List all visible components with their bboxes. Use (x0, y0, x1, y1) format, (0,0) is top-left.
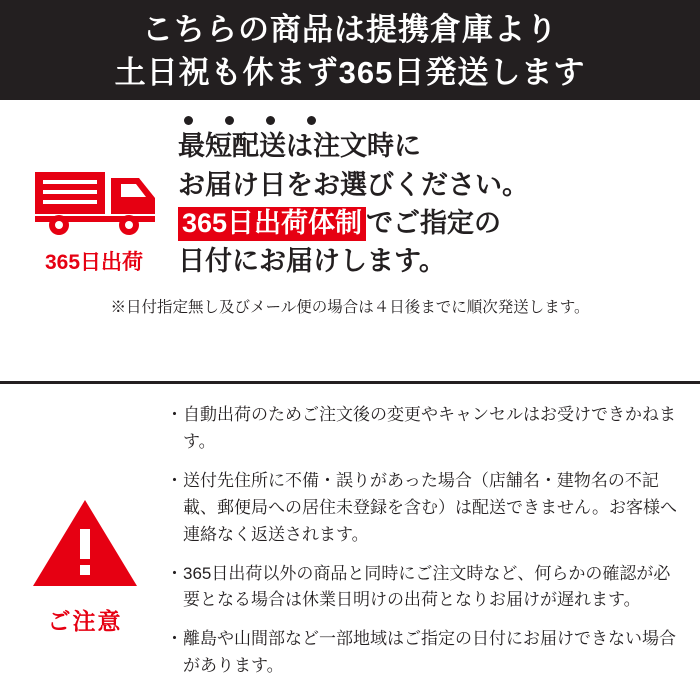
list-item-text: 365日出荷以外の商品と同時にご注文時など、何らかの確認が必要となる場合は休業日明けの出荷となりお届けが遅れます。 (183, 563, 671, 610)
caution-caption: ご注意 (47, 608, 123, 635)
header-line-1: こちらの商品は提携倉庫より (142, 12, 558, 48)
truck-block (14, 116, 174, 276)
delivery-line-3-rest: でご指定の (366, 207, 502, 238)
delivery-section (0, 100, 700, 384)
list-item-text: 自動出荷のためご注文後の変更やキャンセルはお受けできかねます。 (183, 405, 676, 452)
list-item (166, 561, 682, 615)
list-item (166, 468, 682, 549)
delivery-text-block (174, 116, 686, 280)
delivery-note: ※日付指定無し及びメール便の場合は４日後までに順次発送します。 (110, 298, 590, 316)
list-item-text: 離島や山間部など一部地域はご指定の日付にお届けできない場合があります。 (183, 629, 676, 676)
decorative-dots (178, 116, 686, 125)
bullet-icon: ・ (166, 629, 183, 649)
list-item (166, 402, 682, 456)
header-line-2: 土日祝も休まず365日発送します (114, 55, 586, 91)
truck-caption: 365日出荷 (44, 251, 144, 275)
dot-icon (266, 116, 275, 125)
delivery-line-3 (178, 204, 686, 242)
delivery-highlight: 365日出荷体制 (178, 207, 366, 241)
list-item-text: 送付先住所に不備・誤りがあった場合（店舗名・建物名の不記載、郵便局への居住未登録を含む）は配送できません。お客様へ連絡なく返送されます。 (183, 470, 678, 544)
caution-list (160, 398, 688, 692)
banner-header (0, 0, 700, 100)
bullet-icon: ・ (166, 563, 183, 583)
caution-section (0, 384, 700, 700)
list-item (166, 626, 682, 680)
dot-icon (184, 116, 193, 125)
delivery-line-1: 最短配送は注文時に (178, 131, 421, 162)
delivery-truck-icon (29, 162, 159, 236)
dot-icon (225, 116, 234, 125)
warning-triangle-icon (31, 496, 139, 595)
bullet-icon: ・ (166, 405, 183, 425)
bullet-icon: ・ (166, 470, 183, 490)
caution-icon-block (10, 398, 160, 692)
dot-icon (307, 116, 316, 125)
delivery-line-2: お届け日をお選びください。 (178, 169, 529, 200)
delivery-line-4: 日付にお届けします。 (178, 246, 446, 277)
